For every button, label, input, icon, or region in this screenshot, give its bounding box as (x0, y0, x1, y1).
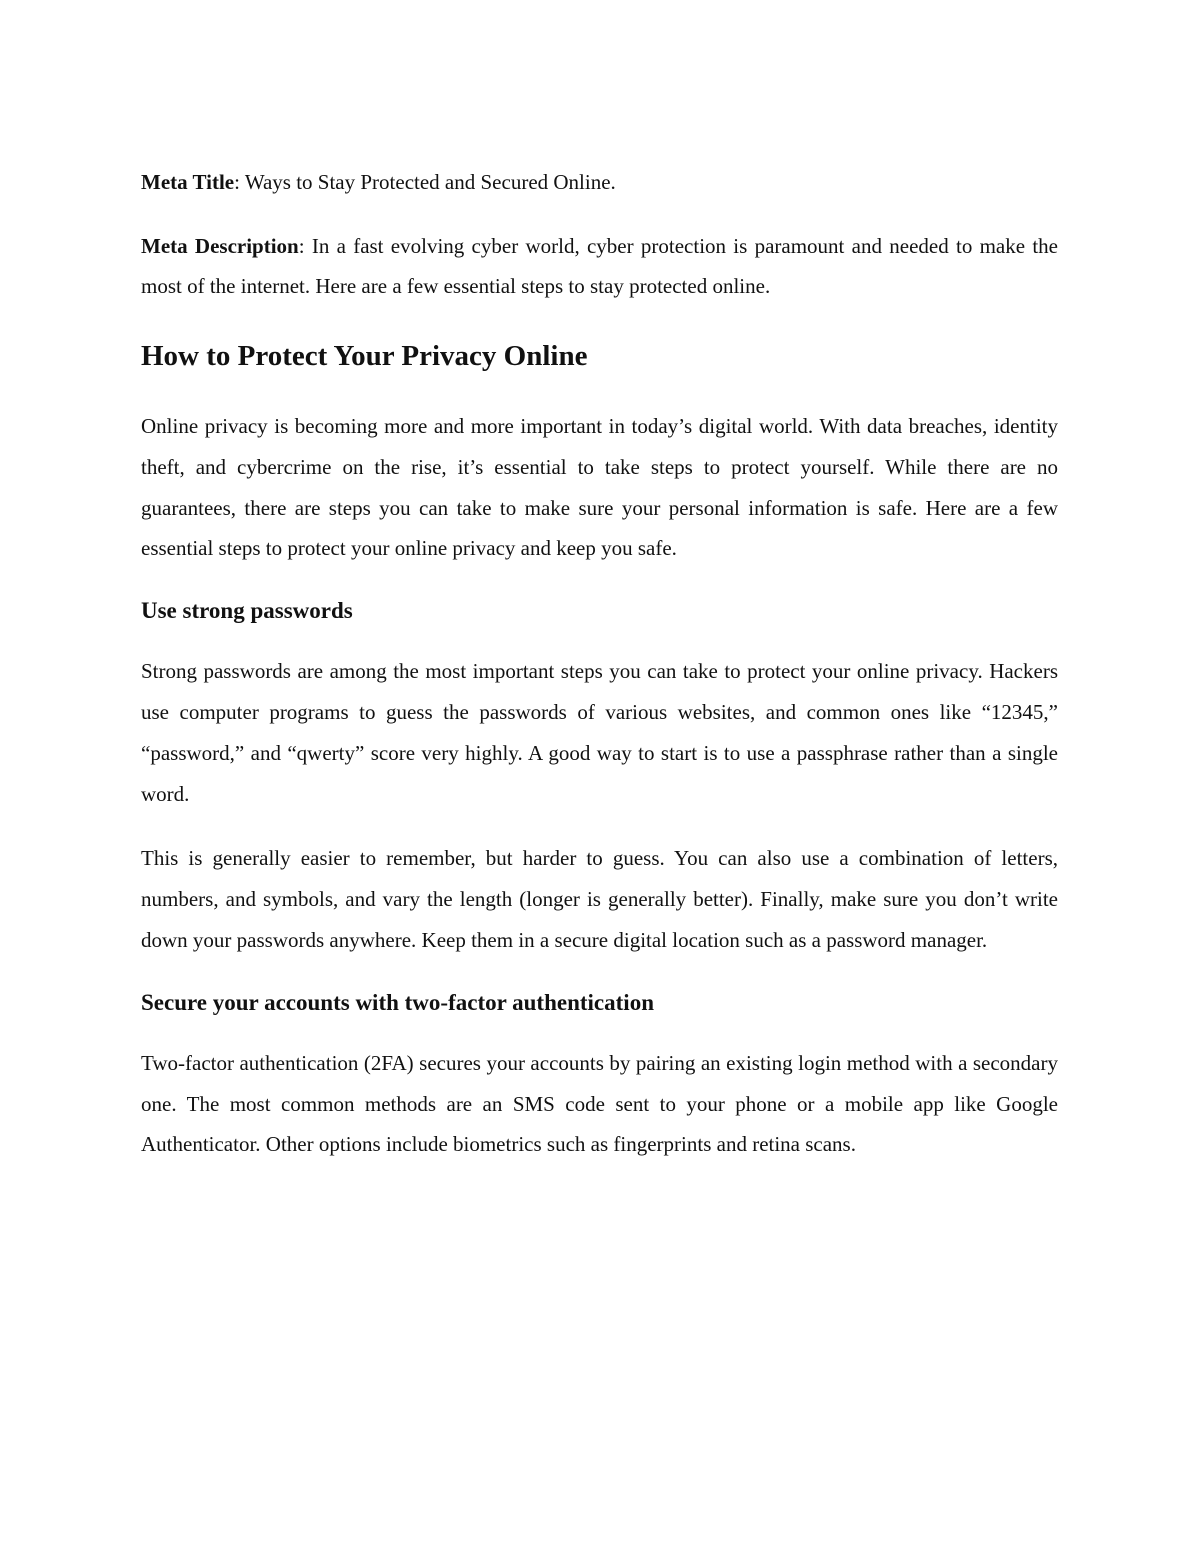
passwords-paragraph-2: This is generally easier to remember, but harder to guess. You can also use a combination of letters, numbers, and symbols, and vary the length (longer is generally better). Finally, make sure you don’t write down your passwords anywhere. Keep them in a secure digital location such as a password manager. (141, 846, 1058, 952)
meta-description-label: Meta Description (141, 234, 299, 258)
meta-title-line (141, 162, 1058, 202)
intro-paragraph: Online privacy is becoming more and more important in today’s digital world. With data breaches, identity theft, and cybercrime on the rise, it’s essential to take steps to protect yourself. While there are no guarantees, there are steps you can take to make sure your personal information is safe. Here are a few essential steps to protect your online privacy and keep you safe. (141, 414, 1058, 561)
2fa-paragraph-1: Two-factor authentication (2FA) secures your accounts by pairing an existing login method with a secondary one. The most common methods are an SMS code sent to your phone or a mobile app like Google Authenticator. Other options include biometrics such as fingerprints and retina scans. (141, 1050, 1058, 1157)
meta-description-value: : In a fast evolving cyber world, cyber protection is paramount and needed to make the most of the internet. Here are a few essential steps to stay protected online. (141, 234, 1058, 298)
meta-description-line (141, 226, 1058, 306)
meta-title-value: : Ways to Stay Protected and Secured Online. (234, 170, 616, 194)
article-heading: How to Protect Your Privacy Online (141, 340, 588, 372)
passwords-paragraph-1: Strong passwords are among the most important steps you can take to protect your online privacy. Hackers use computer programs to guess the passwords of various websites, and common ones like “12345,” “password,” and “qwerty” score very highly. A good way to start is to use a passphrase rather than a single word. (141, 659, 1058, 806)
section-heading-passwords: Use strong passwords (141, 598, 353, 624)
section-heading-2fa: Secure your accounts with two-factor authentication (141, 989, 654, 1015)
document-page (141, 162, 1058, 1189)
meta-title-label: Meta Title (141, 170, 235, 194)
